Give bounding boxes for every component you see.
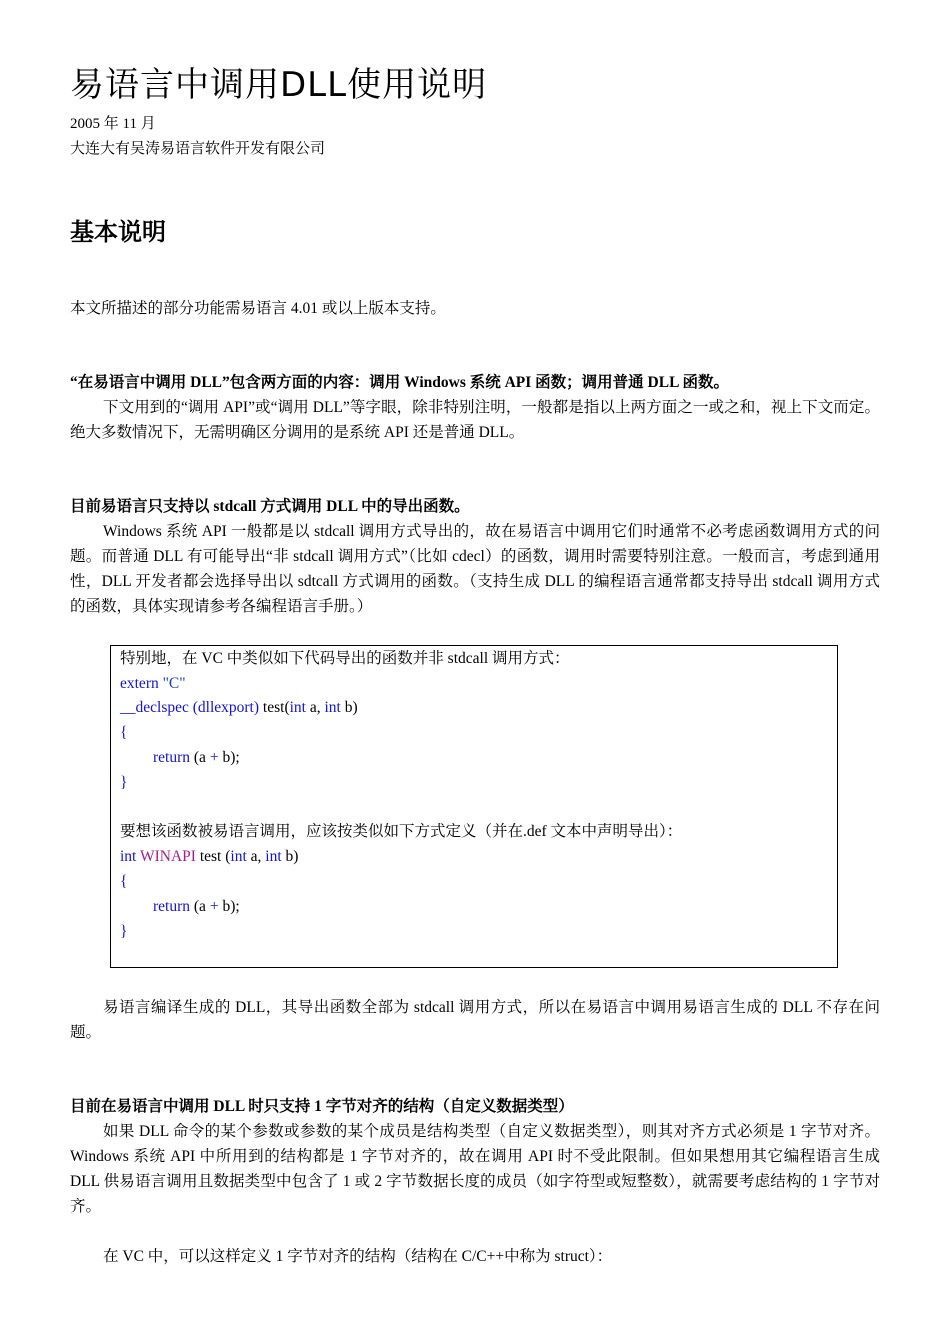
code-token: return bbox=[153, 898, 191, 915]
code-token: test ( bbox=[195, 848, 231, 865]
section-heading: 基本说明 bbox=[70, 218, 166, 246]
code-line-winapi bbox=[120, 846, 298, 868]
code-token: dllexport bbox=[197, 699, 254, 716]
company-name: 大连大有吴涛易语言软件开发有限公司 bbox=[70, 141, 326, 157]
code-token: int bbox=[324, 699, 341, 716]
code-token: test( bbox=[259, 699, 290, 716]
code-intro: 特别地，在 VC 中类似如下代码导出的函数并非 stdcall 调用方式： bbox=[120, 650, 570, 667]
page-title: 易语言中调用DLL使用说明 bbox=[70, 65, 488, 105]
document-date: 2005 年 11 月 bbox=[70, 116, 156, 132]
code-token: "C" bbox=[162, 675, 186, 692]
code-line-return bbox=[153, 747, 240, 769]
code-token: return bbox=[153, 749, 191, 766]
code-token: (a bbox=[190, 749, 210, 766]
code-token: (a bbox=[190, 898, 210, 915]
section3-body: 如果 DLL 命令的某个参数或参数的某个成员是结构类型（自定义数据类型），则其对齐方式必须是 1 字节对齐。Windows 系统 API 中所用到的结构都是 1 字节对齐的，故在调用 API 时不受此限制。但如果想用其它编程语言生成 DLL 供易语言调用且数据类型中包含了 1 或 2 字节数据长度的成员（如字符型或短整数），就需要考虑结构的 1 字节对齐。 bbox=[70, 1123, 880, 1215]
code-token: int bbox=[120, 848, 137, 865]
code-token: b) bbox=[340, 699, 358, 716]
section1-heading: “在易语言中调用 DLL”包含两方面的内容：调用 Windows 系统 API 函数；调用普通 DLL 函数。 bbox=[70, 374, 729, 391]
code-line-brace-close: } bbox=[120, 774, 128, 791]
code-token: int bbox=[230, 848, 247, 865]
section3-heading: 目前在易语言中调用 DLL 时只支持 1 字节对齐的结构（自定义数据类型） bbox=[70, 1098, 574, 1115]
code-line-extern bbox=[120, 673, 186, 695]
code-line-brace-open: { bbox=[120, 873, 128, 890]
section2-after: 易语言编译生成的 DLL，其导出函数全部为 stdcall 调用方式，所以在易语言中调用易语言生成的 DLL 不存在问题。 bbox=[70, 999, 880, 1041]
section2-heading: 目前易语言只支持以 stdcall 方式调用 DLL 中的导出函数。 bbox=[70, 498, 470, 515]
code-def-note: 要想该函数被易语言调用，应该按类似如下方式定义（并在.def 文本中声明导出）： bbox=[120, 823, 683, 840]
code-line-return bbox=[153, 896, 240, 918]
code-token: ) bbox=[253, 699, 260, 716]
code-token: b); bbox=[218, 898, 240, 915]
code-token: + bbox=[209, 898, 219, 915]
code-line-brace-close: } bbox=[120, 923, 128, 940]
code-line-brace-open: { bbox=[120, 724, 128, 741]
code-line-declspec bbox=[120, 697, 358, 719]
section3-vc-note: 在 VC 中，可以这样定义 1 字节对齐的结构（结构在 C/C++中称为 struct）： bbox=[103, 1248, 613, 1265]
code-token: + bbox=[209, 749, 219, 766]
code-token: WINAPI bbox=[139, 848, 196, 865]
section1-body: 下文用到的“调用 API”或“调用 DLL”等字眼，除非特别注明，一般都是指以上两方面之一或之和，视上下文而定。绝大多数情况下，无需明确区分调用的是系统 API 还是普通 DLL。 bbox=[70, 399, 880, 441]
code-token: b) bbox=[281, 848, 299, 865]
code-token: int bbox=[265, 848, 282, 865]
code-token: extern bbox=[120, 675, 159, 692]
code-box bbox=[110, 645, 838, 968]
code-token: b); bbox=[218, 749, 240, 766]
code-token: a, bbox=[246, 848, 266, 865]
section2-body: Windows 系统 API 一般都是以 stdcall 调用方式导出的，故在易语言中调用它们时通常不必考虑函数调用方式的问题。而普通 DLL 有可能导出“非 stdcall 调用方式”（比如 cdecl）的函数，调用时需要特别注意。一般而言，考虑到通用性，DLL 开发者都会选择导出以 sdtcall 方式调用的函数。（支持生成 DLL 的编程语言通常都支持导出 stdcall 调用方式的函数，具体实现请参考各编程语言手册。） bbox=[70, 523, 880, 615]
code-token: __declspec bbox=[120, 699, 189, 716]
code-token: ( bbox=[192, 699, 198, 716]
intro-paragraph: 本文所描述的部分功能需易语言 4.01 或以上版本支持。 bbox=[70, 300, 446, 317]
code-token: int bbox=[289, 699, 306, 716]
code-token: a, bbox=[305, 699, 325, 716]
